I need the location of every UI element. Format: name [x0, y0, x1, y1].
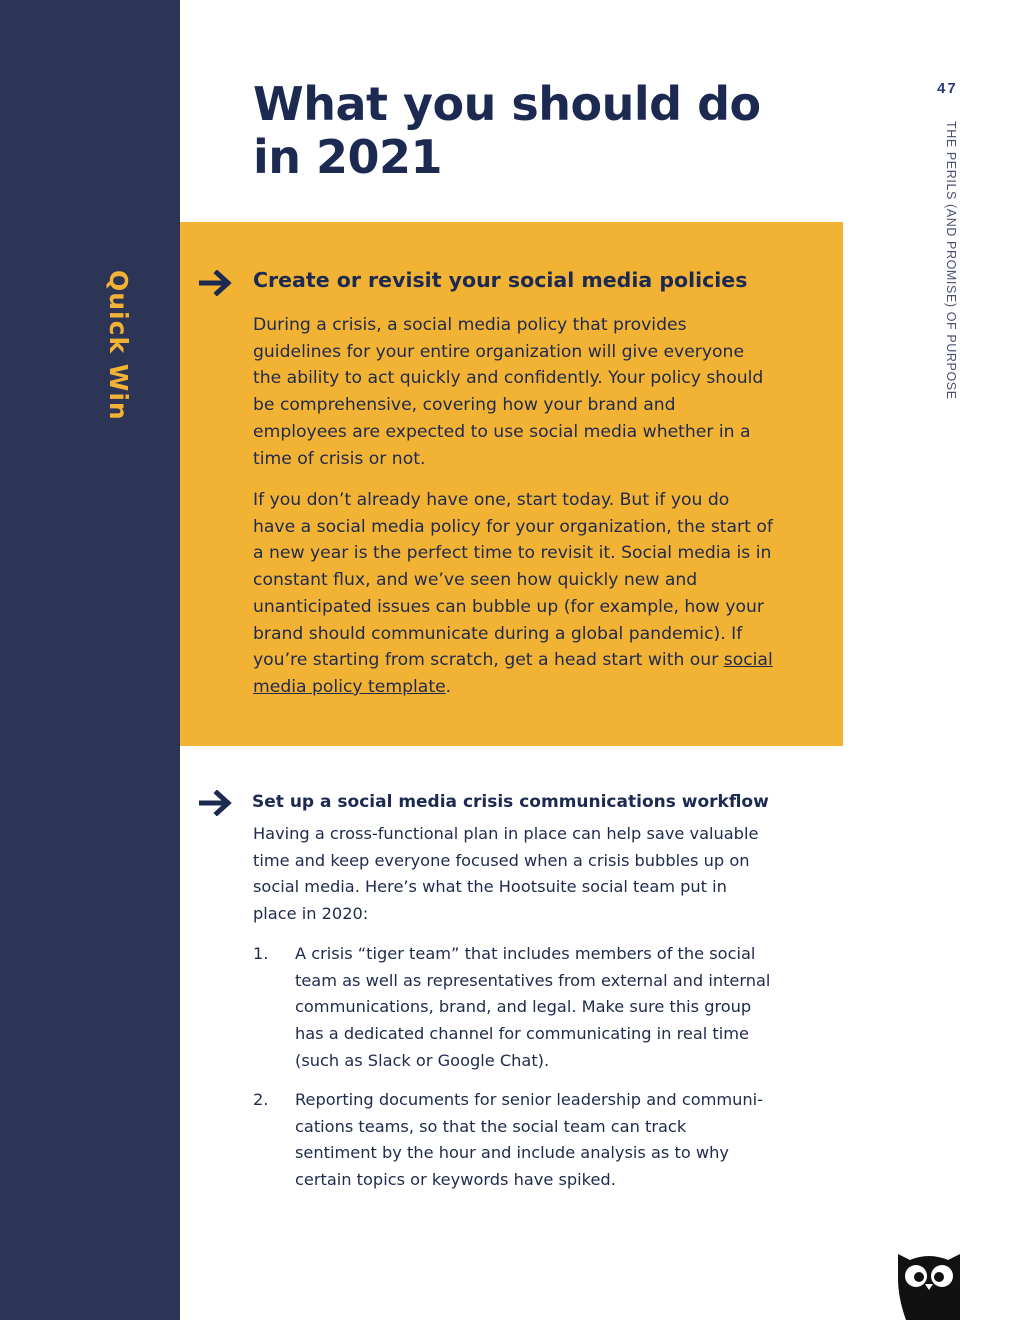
- callout-paragraph-2-text: If you don’t already have one, start today. But if you do have a social media policy for your organization, the start of a new year is the perfect time to revisit it. Social media is in constant flux, and we’ve seen how quickly new and unanticipated issues can bubble up (for example, how your brand should communicate during a global pandemic). If you’re starting from scratch, get a head start with our: [253, 490, 773, 671]
- running-head: THE PERILS (AND PROMISE) OF PURPOSE: [944, 121, 958, 400]
- arrow-right-icon: [199, 270, 233, 296]
- page-number: 47: [937, 80, 958, 97]
- list-item-text: Reporting documents for senior leadership and communi-cations teams, so that the social team can track sentiment by the hour and include analysis as to why certain topics or keywords have spiked.: [295, 1090, 764, 1190]
- quick-win-label: Quick Win: [104, 270, 133, 421]
- workflow-heading: Set up a social media crisis communications workflow: [252, 792, 769, 812]
- list-item-text: A crisis “tiger team” that includes members of the social team as well as representatives from external and internal communications, brand, and legal. Make sure this group has a dedicated channel for communicating in real time (such as Slack or Google Chat).: [295, 944, 771, 1070]
- list-item-number: 2.: [253, 1090, 269, 1109]
- list-item-number: 1.: [253, 944, 269, 963]
- page-title-line2: in 2021: [253, 130, 443, 184]
- arrow-right-icon: [199, 790, 233, 816]
- callout-heading: Create or revisit your social media policies: [253, 268, 748, 292]
- page-title: [253, 78, 761, 184]
- page-title-line1: What you should do: [253, 77, 761, 131]
- callout-paragraph-2: [253, 487, 773, 701]
- callout-paragraph-1: During a crisis, a social media policy that provides guidelines for your entire organization will give everyone the ability to act quickly and confidently. Your policy should be comprehensive, covering how your brand and employees are expected to use social media whether in a time of crisis or not.: [253, 315, 764, 469]
- owl-logo-icon: [896, 1248, 962, 1320]
- policy-template-link[interactable]: social media policy template: [253, 650, 773, 697]
- sidebar: [0, 0, 180, 1320]
- callout-paragraph-2-end: .: [445, 676, 452, 697]
- workflow-intro: Having a cross-functional plan in place can help save valuable time and keep everyone focused when a crisis bubbles up on social media. Here’s what the Hootsuite social team put in place in 2020:: [253, 824, 759, 924]
